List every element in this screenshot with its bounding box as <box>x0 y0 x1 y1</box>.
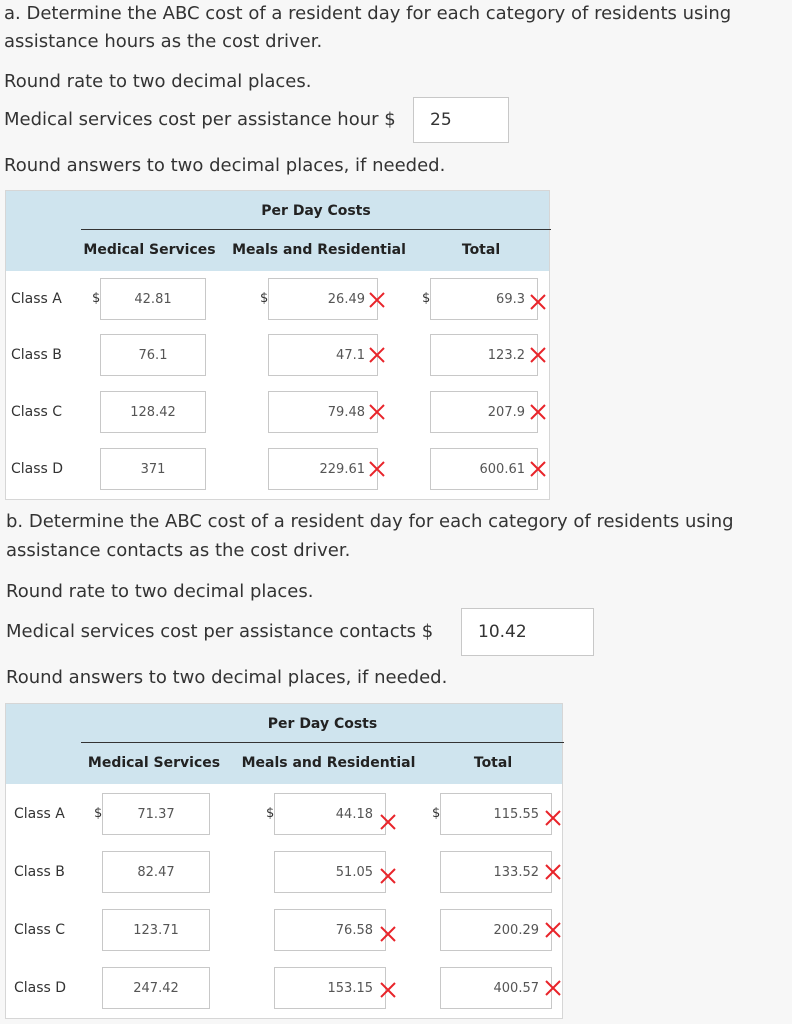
part-a-class-c-total-input[interactable]: 207.9 <box>430 391 538 433</box>
part-b-prompt-line2: assistance contacts as the cost driver. <box>6 540 351 561</box>
part-a-rate-label: Medical services cost per assistance hour $ <box>4 109 396 130</box>
part-b-prompt-line1: b. Determine the ABC cost of a resident day for each category of residents using <box>6 511 734 532</box>
row-label-class-b: Class B <box>11 347 62 363</box>
x-mark-icon <box>528 345 548 365</box>
part-b-class-c-total-input[interactable]: 200.29 <box>440 909 552 951</box>
part-b-class-a-meals-input[interactable]: 44.18 <box>274 793 386 835</box>
header-divider <box>81 742 564 743</box>
part-b-rate-label: Medical services cost per assistance contacts $ <box>6 621 434 642</box>
part-a-table <box>5 190 550 500</box>
row-label-class-b: Class B <box>14 864 65 880</box>
col-meals-residential: Meals and Residential <box>241 755 416 771</box>
col-total: Total <box>473 755 513 771</box>
x-mark-icon <box>367 402 387 422</box>
part-b-class-c-meals-input[interactable]: 76.58 <box>274 909 386 951</box>
part-b-rate-input[interactable]: 10.42 <box>461 608 594 656</box>
x-mark-icon <box>378 924 398 944</box>
part-a-class-b-meals-input[interactable]: 47.1 <box>268 334 378 376</box>
x-mark-icon <box>543 978 563 998</box>
part-b-class-d-total-input[interactable]: 400.57 <box>440 967 552 1009</box>
x-mark-icon <box>528 402 548 422</box>
col-meals-residential: Meals and Residential <box>232 242 406 258</box>
part-b-class-d-meals-input[interactable]: 153.15 <box>274 967 386 1009</box>
part-a-class-a-meals-input[interactable]: 26.49 <box>268 278 378 320</box>
row-label-class-a: Class A <box>14 806 65 822</box>
currency-sign: $ <box>266 806 275 821</box>
part-a-class-c-meals-input[interactable]: 79.48 <box>268 391 378 433</box>
row-label-class-d: Class D <box>11 461 64 477</box>
x-mark-icon <box>378 812 398 832</box>
part-a-prompt-line2: assistance hours as the cost driver. <box>4 31 323 52</box>
currency-sign: $ <box>432 806 441 821</box>
per-day-costs-header: Per Day Costs <box>267 716 378 732</box>
part-b-class-b-meals-input[interactable]: 51.05 <box>274 851 386 893</box>
row-label-class-c: Class C <box>14 922 66 938</box>
part-a-prompt-line1: a. Determine the ABC cost of a resident day for each category of residents using <box>4 3 732 24</box>
table-header <box>6 191 549 271</box>
part-b-class-b-total-input[interactable]: 133.52 <box>440 851 552 893</box>
part-a-class-b-total-input[interactable]: 123.2 <box>430 334 538 376</box>
part-b-round-answers: Round answers to two decimal places, if needed. <box>6 667 448 688</box>
currency-sign: $ <box>92 291 101 306</box>
col-medical-services: Medical Services <box>87 755 221 771</box>
part-b-class-a-medical-input[interactable]: 71.37 <box>102 793 210 835</box>
x-mark-icon <box>367 459 387 479</box>
part-a-rate-input[interactable]: 25 <box>413 97 509 143</box>
header-divider <box>81 229 551 230</box>
x-mark-icon <box>543 808 563 828</box>
part-a-class-a-medical-input[interactable]: 42.81 <box>100 278 206 320</box>
part-a-class-c-medical-input[interactable]: 128.42 <box>100 391 206 433</box>
part-b-round-rate: Round rate to two decimal places. <box>6 581 314 602</box>
x-mark-icon <box>367 345 387 365</box>
currency-sign: $ <box>260 291 269 306</box>
table-header <box>6 704 562 784</box>
x-mark-icon <box>528 459 548 479</box>
part-b-class-a-total-input[interactable]: 115.55 <box>440 793 552 835</box>
part-b-class-b-medical-input[interactable]: 82.47 <box>102 851 210 893</box>
x-mark-icon <box>543 862 563 882</box>
part-a-class-d-medical-input[interactable]: 371 <box>100 448 206 490</box>
part-b-table <box>5 703 563 1019</box>
x-mark-icon <box>367 290 387 310</box>
part-b-class-c-medical-input[interactable]: 123.71 <box>102 909 210 951</box>
part-a-round-rate: Round rate to two decimal places. <box>4 71 312 92</box>
x-mark-icon <box>378 980 398 1000</box>
x-mark-icon <box>543 920 563 940</box>
col-medical-services: Medical Services <box>83 242 216 258</box>
col-total: Total <box>461 242 501 258</box>
row-label-class-c: Class C <box>11 404 63 420</box>
currency-sign: $ <box>422 291 431 306</box>
part-a-round-answers: Round answers to two decimal places, if needed. <box>4 155 446 176</box>
part-a-class-b-medical-input[interactable]: 76.1 <box>100 334 206 376</box>
part-a-class-d-meals-input[interactable]: 229.61 <box>268 448 378 490</box>
per-day-costs-header: Per Day Costs <box>261 203 371 219</box>
x-mark-icon <box>528 292 548 312</box>
part-b-class-d-medical-input[interactable]: 247.42 <box>102 967 210 1009</box>
x-mark-icon <box>378 866 398 886</box>
row-label-class-a: Class A <box>11 291 62 307</box>
currency-sign: $ <box>94 806 103 821</box>
part-a-class-a-total-input[interactable]: 69.3 <box>430 278 538 320</box>
part-a-class-d-total-input[interactable]: 600.61 <box>430 448 538 490</box>
row-label-class-d: Class D <box>14 980 67 996</box>
